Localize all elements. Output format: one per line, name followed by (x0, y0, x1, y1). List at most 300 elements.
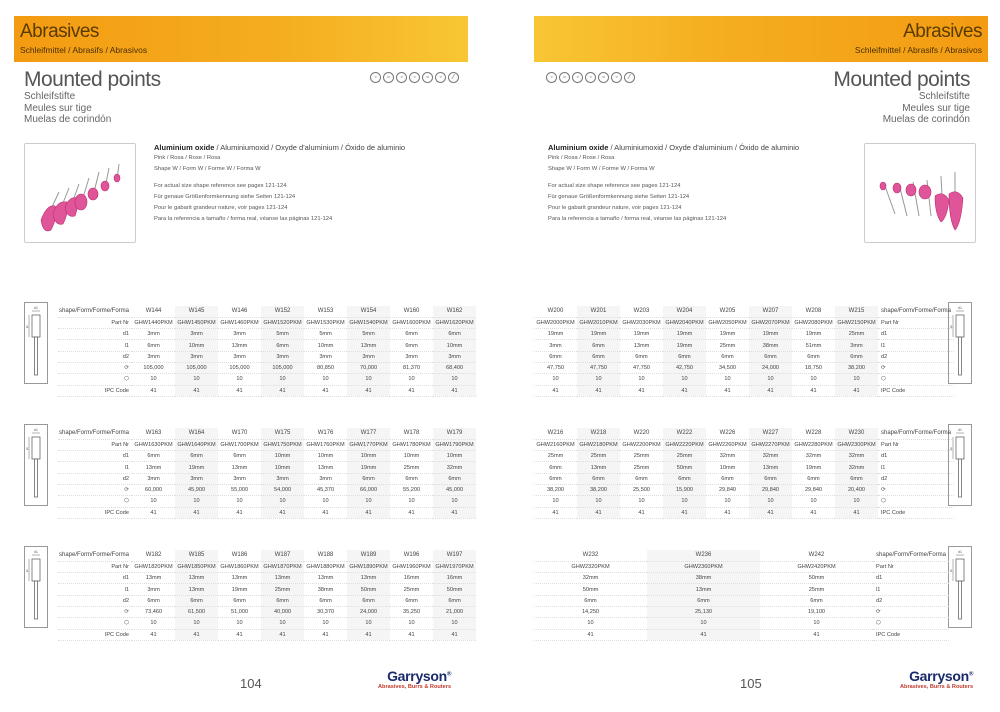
table-cell: 13mm (304, 573, 347, 584)
table-cell: 10 (835, 374, 878, 385)
table-cell: 40,000 (261, 606, 304, 617)
application-icons (370, 72, 459, 83)
table-cell: 10 (218, 496, 261, 507)
table-cell: 55,200 (390, 484, 433, 495)
pack-qty-row (58, 496, 476, 507)
table-cell: 6mm (534, 351, 577, 362)
table-cell: 55,000 (218, 484, 261, 495)
table-cell: 10mm (261, 451, 304, 462)
table-cell: W215 (835, 306, 878, 317)
product-image (24, 143, 136, 243)
table-cell: W154 (347, 306, 390, 317)
table-cell: 13mm (347, 340, 390, 351)
row-label: Part Nr (873, 561, 949, 572)
table-cell: 6mm (433, 595, 476, 606)
table-cell: GHW1870PKM (261, 561, 304, 572)
d2-row (58, 351, 476, 362)
table-cell: 81,370 (390, 362, 433, 373)
table-cell: 18,750 (792, 362, 835, 373)
row-label: l1 (58, 462, 132, 473)
table-cell: GHW1770PKM (347, 439, 390, 450)
table-cell: 6mm (261, 340, 304, 351)
table-cell: 6mm (261, 595, 304, 606)
table-cell: 41 (261, 507, 304, 518)
pack-qty-row (534, 618, 949, 629)
table-cell: 25mm (620, 451, 663, 462)
table-cell: 45,370 (304, 484, 347, 495)
table-cell: W197 (433, 550, 476, 561)
table-cell: GHW1880PKM (304, 561, 347, 572)
table-cell: GHW2040PKM (663, 317, 706, 328)
table-cell: 10 (175, 374, 218, 385)
table-cell: GHW1760PKM (304, 439, 347, 450)
table-cell: 10 (760, 618, 873, 629)
row-label: l1 (58, 584, 132, 595)
table-cell: 47,750 (534, 362, 577, 373)
table-cell: 6mm (835, 473, 878, 484)
table-cell: 32mm (534, 573, 647, 584)
ipc-code-row (58, 507, 476, 518)
table-cell: 6mm (390, 329, 433, 340)
row-label: d2 (58, 595, 132, 606)
reference-es: Para la referencia a tamaño / forma real, véanse las páginas 121-124 (548, 216, 727, 222)
table-cell: 6mm (706, 473, 749, 484)
table-cell: 10 (433, 496, 476, 507)
spec-table (534, 306, 954, 397)
table-cell: 3mm (218, 351, 261, 362)
table-cell: GHW1780PKM (390, 439, 433, 450)
table-cell: GHW1750PKM (261, 439, 304, 450)
table-cell: 3mm (218, 473, 261, 484)
row-label: d2 (878, 473, 954, 484)
table-cell: 10mm (347, 451, 390, 462)
table-cell: 6mm (390, 595, 433, 606)
table-cell: 6mm (433, 329, 476, 340)
table-cell: 41 (132, 385, 175, 396)
table-cell: 10 (534, 496, 577, 507)
d2-row (534, 473, 954, 484)
shape-diagram (24, 424, 48, 506)
table-cell: GHW1540PKM (347, 317, 390, 328)
table-cell: W230 (835, 428, 878, 439)
table-cell: 50mm (760, 573, 873, 584)
table-cell: 10 (347, 618, 390, 629)
table-cell: 105,000 (175, 362, 218, 373)
table-cell: 3mm (132, 329, 175, 340)
rpm-icon: ⟳ (878, 362, 954, 373)
table-cell: 6mm (577, 473, 620, 484)
reference-de: Für genaue Größenformkennung siehe Seiten 121-124 (154, 194, 296, 200)
table-cell: 10 (577, 496, 620, 507)
box-icon: ⬡ (873, 618, 949, 629)
table-cell: W196 (390, 550, 433, 561)
table-cell: 6mm (760, 595, 873, 606)
table-cell: 19mm (663, 340, 706, 351)
table-cell: 3mm (534, 340, 577, 351)
mounted-point-dimension-icon (949, 547, 971, 627)
table-cell: 6mm (347, 473, 390, 484)
table-cell: 41 (218, 385, 261, 396)
box-icon: ⬡ (58, 496, 132, 507)
table-cell: 50mm (433, 584, 476, 595)
cast-iron-icon: ◦ (572, 72, 583, 83)
table-cell: 25mm (390, 462, 433, 473)
table-cell: 41 (433, 507, 476, 518)
table-cell: 6mm (663, 351, 706, 362)
table-cell: 6mm (835, 351, 878, 362)
table-cell: 47,750 (620, 362, 663, 373)
table-cell: 41 (433, 629, 476, 640)
table-cell: 13mm (647, 584, 760, 595)
stainless-icon: ◦ (585, 72, 596, 83)
table-cell: 41 (218, 507, 261, 518)
d1-row (534, 573, 949, 584)
table-cell: 16mm (390, 573, 433, 584)
table-cell: 10 (304, 618, 347, 629)
spec-table (58, 306, 476, 397)
banner-title: Abrasives (20, 21, 99, 42)
table-cell: 19,100 (760, 606, 873, 617)
table-cell: 41 (620, 507, 663, 518)
table-cell: 41 (261, 385, 304, 396)
table-cell: 3mm (347, 351, 390, 362)
table-cell: GHW2150PKM (835, 317, 878, 328)
table-cell: 10 (261, 496, 304, 507)
table-cell: GHW2280PKM (792, 439, 835, 450)
row-label: d1 (878, 451, 954, 462)
table-cell: 10 (647, 618, 760, 629)
part-number-row (58, 317, 476, 328)
cast-iron-icon: ◦ (396, 72, 407, 83)
table-cell: 6mm (347, 595, 390, 606)
table-cell: GHW1630PKM (132, 439, 175, 450)
table-cell: 10 (433, 374, 476, 385)
table-cell: 5mm (347, 329, 390, 340)
table-cell: 3mm (132, 473, 175, 484)
material-color: Pink / Rosa / Rose / Rosa (154, 155, 221, 161)
table-cell: 10 (304, 374, 347, 385)
table-cell: 19mm (749, 329, 792, 340)
table-cell: 70,000 (347, 362, 390, 373)
table-cell: GHW2360PKM (647, 561, 760, 572)
table-cell: W153 (304, 306, 347, 317)
row-label: Part Nr (878, 317, 954, 328)
table-cell: 3mm (261, 351, 304, 362)
table-cell: 6mm (663, 473, 706, 484)
row-label: d2 (58, 351, 132, 362)
part-number-row (534, 561, 949, 572)
reference-es: Para la referencia a tamaño / forma real, véanse las páginas 121-124 (154, 216, 333, 222)
table-cell: W175 (261, 428, 304, 439)
table-cell: 41 (792, 507, 835, 518)
shape-row (534, 428, 954, 439)
row-label: d2 (58, 473, 132, 484)
row-label: d1 (58, 329, 132, 340)
table-cell: 41 (175, 629, 218, 640)
pack-qty-row (58, 618, 476, 629)
table-cell: 10 (749, 496, 792, 507)
table-cell: W236 (647, 550, 760, 561)
table-cell: 10 (261, 374, 304, 385)
diagram-d1-label: d1 (958, 306, 962, 310)
rpm-row (534, 606, 949, 617)
row-label: l1 (873, 584, 949, 595)
row-label: IPC Code (58, 629, 132, 640)
rpm-icon: ⟳ (58, 484, 132, 495)
table-cell: 6mm (577, 340, 620, 351)
rpm-row (58, 606, 476, 617)
table-cell: 10 (663, 496, 706, 507)
diagram-d1-label: d1 (34, 428, 38, 432)
table-cell: 50mm (347, 584, 390, 595)
table-cell: 6mm (132, 340, 175, 351)
l1-row (534, 462, 954, 473)
table-cell: 3mm (175, 473, 218, 484)
table-cell: 10 (390, 374, 433, 385)
shape-diagram (24, 302, 48, 384)
table-cell: 19mm (577, 329, 620, 340)
table-cell: 3mm (433, 351, 476, 362)
row-label: Part Nr (58, 317, 132, 328)
heading-es: Muelas de corindón (882, 114, 970, 125)
row-label: shape/Form/Forme/Forma (58, 306, 132, 317)
l1-row (534, 340, 954, 351)
d1-row (58, 573, 476, 584)
table-cell: GHW2260PKM (706, 439, 749, 450)
d2-row (58, 473, 476, 484)
table-cell: W204 (663, 306, 706, 317)
table-cell: 41 (304, 507, 347, 518)
metal-icon: ◦ (370, 72, 381, 83)
table-cell: W227 (749, 428, 792, 439)
table-cell: 38mm (304, 584, 347, 595)
table-cell: 6mm (132, 595, 175, 606)
table-cell: GHW2050PKM (706, 317, 749, 328)
row-label: shape/Form/Forme/Forma (878, 428, 954, 439)
table-cell: W207 (749, 306, 792, 317)
l1-row (58, 584, 476, 595)
row-label: IPC Code (878, 385, 954, 396)
table-cell: 41 (534, 385, 577, 396)
pack-qty-row (534, 496, 954, 507)
banner-title: Abrasives (903, 21, 982, 42)
table-cell: W226 (706, 428, 749, 439)
table-cell: W216 (534, 428, 577, 439)
table-cell: 6mm (534, 595, 647, 606)
table-cell: W228 (792, 428, 835, 439)
table-cell: 105,000 (132, 362, 175, 373)
l1-row (58, 340, 476, 351)
table-cell: 10 (218, 374, 261, 385)
table-cell: 10mm (175, 340, 218, 351)
table-cell: 41 (534, 629, 647, 640)
mounted-point-dimension-icon (25, 303, 47, 383)
table-cell: 105,000 (218, 362, 261, 373)
table-cell: 13mm (261, 573, 304, 584)
table-cell: 35,250 (390, 606, 433, 617)
section-heading (833, 68, 970, 126)
table-cell: GHW1960PKM (390, 561, 433, 572)
table-cell: 3mm (175, 329, 218, 340)
table-cell: 6mm (647, 595, 760, 606)
heading-de: Schleifstifte (918, 91, 970, 102)
table-cell: 19mm (534, 329, 577, 340)
table-cell: 105,000 (261, 362, 304, 373)
page-number: 105 (740, 676, 762, 691)
table-cell: GHW2270PKM (749, 439, 792, 450)
table-cell: 6mm (620, 473, 663, 484)
row-label: Part Nr (58, 439, 132, 450)
table-cell: 10 (347, 374, 390, 385)
table-cell: 25mm (835, 329, 878, 340)
product-image (864, 143, 976, 243)
table-cell: 10 (261, 618, 304, 629)
table-cell: 6mm (749, 473, 792, 484)
table-cell: 13mm (347, 573, 390, 584)
table-cell: 6mm (390, 340, 433, 351)
table-cell: 60,000 (132, 484, 175, 495)
box-icon: ⬡ (878, 374, 954, 385)
table-cell: 54,000 (261, 484, 304, 495)
table-cell: 41 (620, 385, 663, 396)
table-cell: 6mm (620, 351, 663, 362)
table-cell: 13mm (620, 340, 663, 351)
table-cell: 10mm (304, 340, 347, 351)
table-cell: 6mm (433, 473, 476, 484)
table-cell: 13mm (175, 584, 218, 595)
row-label: l1 (878, 462, 954, 473)
row-label: IPC Code (873, 629, 949, 640)
table-cell: 10 (749, 374, 792, 385)
table-cell: 68,400 (433, 362, 476, 373)
table-cell: 10 (390, 496, 433, 507)
table-cell: 19mm (347, 462, 390, 473)
table-cell: GHW2000PKM (534, 317, 577, 328)
row-label: shape/Form/Forme/Forma (873, 550, 949, 561)
table-cell: GHW1890PKM (347, 561, 390, 572)
table-cell: 10 (792, 496, 835, 507)
table-cell: 41 (261, 629, 304, 640)
table-cell: W232 (534, 550, 647, 561)
table-cell: W242 (760, 550, 873, 561)
table-cell: 41 (663, 507, 706, 518)
table-cell: 41 (132, 507, 175, 518)
row-label: d2 (878, 351, 954, 362)
table-cell: 41 (390, 385, 433, 396)
table-cell: GHW1640PKM (175, 439, 218, 450)
table-cell: 41 (175, 385, 218, 396)
table-cell: 13mm (218, 462, 261, 473)
table-cell: 10 (132, 618, 175, 629)
table-cell: 41 (218, 629, 261, 640)
table-cell: 10 (175, 496, 218, 507)
table-cell: 10 (706, 496, 749, 507)
table-cell: GHW1450PKM (175, 317, 218, 328)
reference-fr: Pour le gabarit grandeur nature, voir pages 121-124 (154, 205, 288, 211)
table-cell: W177 (347, 428, 390, 439)
table-cell: 73,460 (132, 606, 175, 617)
table-cell: 29,840 (706, 484, 749, 495)
application-icons (546, 72, 635, 83)
table-cell: 6mm (534, 473, 577, 484)
table-cell: 3mm (132, 351, 175, 362)
table-cell: 16mm (433, 573, 476, 584)
table-cell: 41 (577, 507, 620, 518)
part-number-row (534, 439, 954, 450)
table-cell: 10 (347, 496, 390, 507)
table-cell: 3mm (261, 473, 304, 484)
table-cell: 6mm (792, 473, 835, 484)
table-cell: 66,000 (347, 484, 390, 495)
table-cell: 24,000 (347, 606, 390, 617)
table-cell: 10mm (433, 451, 476, 462)
table-cell: 10mm (706, 462, 749, 473)
mounted-point-dimension-icon (25, 547, 47, 627)
d1-row (534, 329, 954, 340)
rpm-icon: ⟳ (873, 606, 949, 617)
table-cell: W178 (390, 428, 433, 439)
table-cell: GHW1970PKM (433, 561, 476, 572)
table-cell: 13mm (304, 462, 347, 473)
shape-row (58, 306, 476, 317)
diagram-l1-label: l1 (26, 447, 29, 451)
table-cell: GHW1820PKM (132, 561, 175, 572)
table-cell: 3mm (835, 340, 878, 351)
box-icon: ⬡ (58, 618, 132, 629)
table-cell: 25mm (706, 340, 749, 351)
table-cell: 25mm (534, 451, 577, 462)
diagram-l1-label: l1 (950, 569, 953, 573)
table-cell: GHW2320PKM (534, 561, 647, 572)
table-cell: 47,750 (577, 362, 620, 373)
table-cell: 41 (304, 385, 347, 396)
part-number-row (534, 317, 954, 328)
table-cell: 41 (534, 507, 577, 518)
table-cell: GHW1460PKM (218, 317, 261, 328)
row-label: d2 (873, 595, 949, 606)
row-label: d1 (58, 573, 132, 584)
pack-qty-row (58, 374, 476, 385)
table-cell: GHW1530PKM (304, 317, 347, 328)
mounted-point-dimension-icon (25, 425, 47, 505)
table-cell: 10 (577, 374, 620, 385)
ipc-code-row (58, 385, 476, 396)
material-title: Aluminium oxide / Aluminiumoxid / Oxyde d'aluminium / Óxido de aluminio (548, 143, 800, 152)
table-cell: 6mm (706, 351, 749, 362)
table-cell: 38mm (749, 340, 792, 351)
ipc-code-row (58, 629, 476, 640)
table-cell: 10 (792, 374, 835, 385)
table-cell: 51mm (792, 340, 835, 351)
heading-title: Mounted points (24, 68, 161, 91)
ipc-code-row (534, 507, 954, 518)
table-cell: 34,500 (706, 362, 749, 373)
table-cell: 10 (304, 496, 347, 507)
table-cell: GHW2160PKM (534, 439, 577, 450)
table-cell: 3mm (175, 351, 218, 362)
table-cell: 6mm (175, 451, 218, 462)
table-cell: 6mm (304, 595, 347, 606)
table-cell: 19mm (175, 462, 218, 473)
table-cell: 13mm (132, 573, 175, 584)
no-water-icon: ⁄ (624, 72, 635, 83)
table-cell: 50mm (534, 584, 647, 595)
table-cell: 42,750 (663, 362, 706, 373)
table-cell: W189 (347, 550, 390, 561)
table-cell: 3mm (304, 351, 347, 362)
table-cell: 19mm (706, 329, 749, 340)
table-cell: 45,000 (433, 484, 476, 495)
